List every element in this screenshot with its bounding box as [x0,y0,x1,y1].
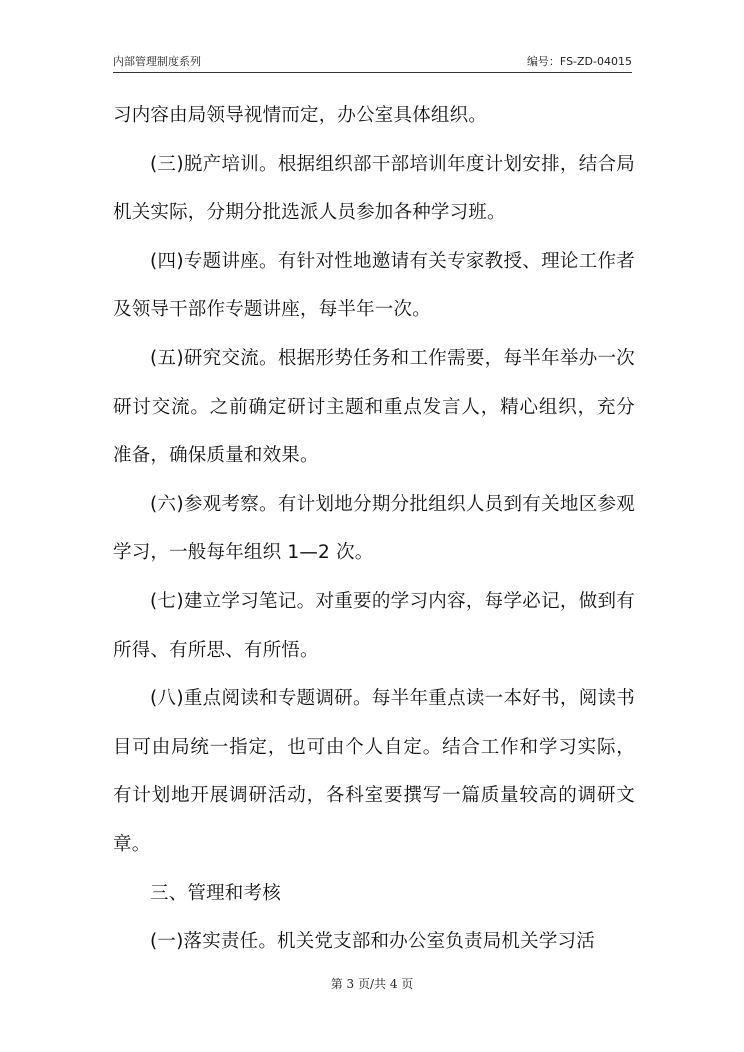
paragraph: (四)专题讲座。有针对性地邀请有关专家教授、理论工作者及领导干部作专题讲座，每半年一次。 [113,250,635,321]
paragraph: 习内容由局领导视情而定，办公室具体组织。 [113,105,488,126]
paragraph: (八)重点阅读和专题调研。每半年重点读一本好书，阅读书目可由局统一指定，也可由个人自定。结合工作和学习实际，有计划地开展调研活动，各科室要撰写一篇质量较高的调研文章。 [113,688,635,855]
page-number: 第 3 页/共 4 页 [330,977,414,991]
header-document-number: 编号：FS-ZD-04015 [526,55,632,68]
paragraph: (七)建立学习笔记。对重要的学习内容，每学必记，做到有所得、有所思、有所悟。 [113,590,635,661]
paragraph: (六)参观考察。有计划地分期分批组织人员到有关地区参观学习，一般每年组织 1—2 次。 [113,493,635,564]
paragraph: (一)落实责任。机关党支部和办公室负责局机关学习活 [150,931,595,953]
paragraph: (三)脱产培训。根据组织部干部培训年度计划安排，结合局机关实际，分期分批选派人员参加各种学习班。 [113,153,635,224]
section-heading: 三、管理和考核 [150,882,281,904]
page-header [113,54,632,73]
paragraph: (五)研究交流。根据形势任务和工作需要，每半年举办一次研讨交流。之前确定研讨主题和重点发言人，精心组织，充分准备，确保质量和效果。 [113,347,635,467]
document-body [113,92,635,967]
header-series-title: 内部管理制度系列 [113,55,201,68]
